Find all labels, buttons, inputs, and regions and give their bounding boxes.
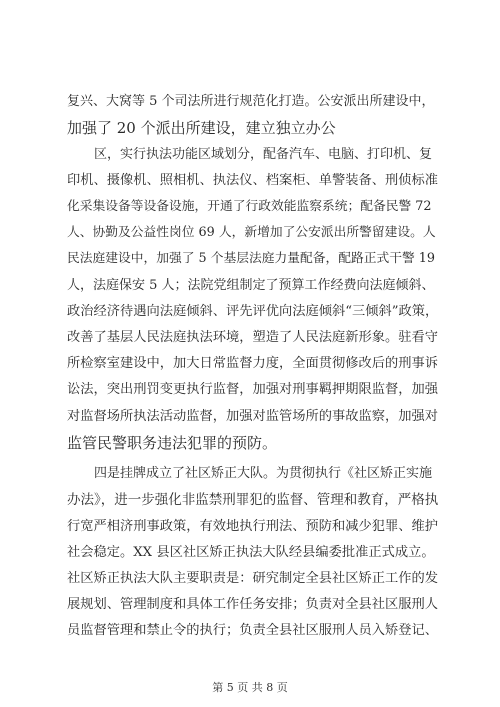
body-line: 社会稳定。XX 县区社区矫正执法大队经县编委批准正式成立。 (67, 545, 435, 560)
body-line: 化采集设备等设备设施，开通了行政效能监察系统；配备民警 72 (67, 199, 432, 214)
body-line: 四是挂牌成立了社区矫正大队。为贯彻执行《社区矫正实施 (94, 466, 433, 481)
body-line: 行宽严相济刑事政策，有效地执行刑法、预防和减少犯罪、维护 (67, 519, 439, 534)
body-line: 人、协勤及公益性岗位 69 人，新增加了公安派出所警留建设。人 (67, 225, 436, 240)
body-line: 社区矫正执法大队主要职责是：研究制定全县社区矫正工作的发 (67, 571, 439, 586)
body-line: 复兴、大窝等 5 个司法所进行规范化打造。公安派出所建设中， (67, 94, 435, 109)
body-line: 讼法，突出刑罚变更执行监督，加强对刑事羁押期限监督，加强 (67, 382, 439, 397)
body-line: 区，实行执法功能区域划分，配备汽车、电脑、打印机、复 (94, 147, 433, 162)
body-line: 对监督场所执法活动监督，加强对监管场所的事故监察，加强对 (67, 409, 439, 424)
body-line: 办法》，进一步强化非监禁刑罪犯的监督、管理和教育，严格执 (67, 492, 439, 508)
body-line: 所检察室建设中，加大日常监督力度，全面贯彻修改后的刑事诉 (67, 356, 439, 371)
body-line: 民法庭建设中，加强了 5 个基层法庭力量配备，配路正式干警 19 (67, 251, 435, 266)
body-line: 加强了 20 个派出所建设，建立独立办公 (67, 119, 336, 137)
body-line: 政治经济待遇向法庭倾斜、评先评优向法庭倾斜“三倾斜”政策， (67, 304, 439, 319)
body-line: 人，法庭保安 5 人；法院党组制定了预算工作经费向法庭倾斜、 (67, 278, 435, 293)
body-line: 员监督管理和禁止令的执行；负责全县社区服刑人员入矫登记、 (67, 623, 439, 638)
body-line: 监管民警职务违法犯罪的预防。 (67, 434, 278, 452)
page-number-footer: 第 5 页 共 8 页 (212, 681, 288, 694)
body-line: 展规划、管理制度和具体工作任务安排；负责对全县社区服刑人 (67, 597, 439, 612)
body-line: 印机、摄像机、照相机、执法仪、档案柜、单警装备、刑侦标准 (67, 173, 439, 188)
body-line: 改善了基层人民法庭执法环境，塑造了人民法庭新形象。驻看守 (67, 330, 439, 345)
